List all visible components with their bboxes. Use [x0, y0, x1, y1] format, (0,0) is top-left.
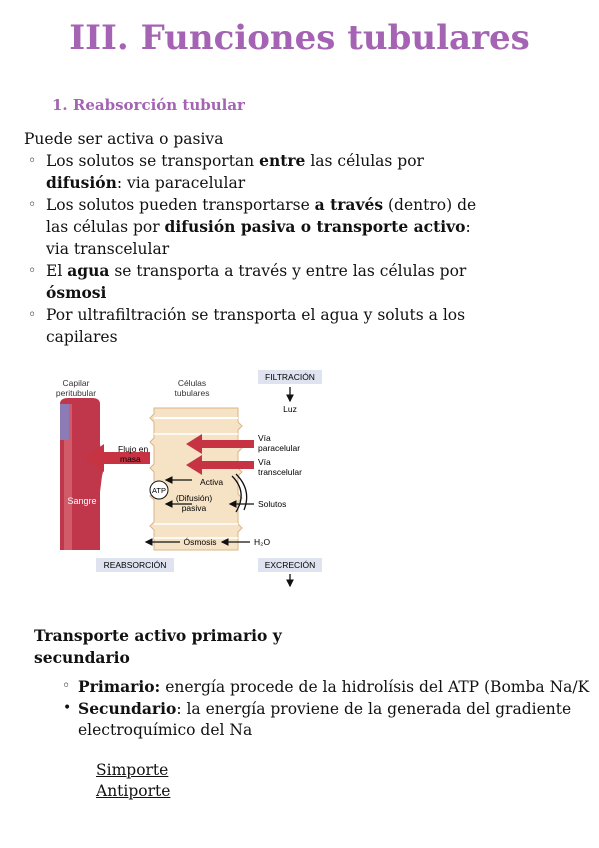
solutos-label: Solutos — [258, 499, 287, 509]
difusion-label: (Difusión) pasiva — [175, 493, 213, 513]
section-heading-transporte: Transporte activo primario y secundario — [34, 626, 282, 667]
h2o-label: H₂O — [254, 537, 271, 547]
reabsorcion-bullet-list — [24, 150, 494, 348]
tubular-cells — [150, 408, 242, 550]
tubular-transport-diagram — [54, 364, 336, 588]
sub-item-antiporte: Antiporte — [96, 782, 171, 800]
item-label: Secundario — [78, 699, 177, 718]
osmosis-label: Ósmosis — [183, 537, 217, 547]
filtracion-label: FILTRACIÓN — [265, 372, 315, 382]
bullet-item: ◦ El agua se transporta a través y entre las células por ósmosi — [24, 260, 494, 304]
section-heading-reabsorcion: 1. Reabsorción tubular — [52, 96, 245, 114]
bullet-item: ◦ Por ultrafiltración se transporta el agua y soluts a los capilares — [24, 304, 494, 348]
sub-item-simporte: Simporte — [96, 761, 169, 779]
celulas-label: Células tubulares — [174, 378, 210, 398]
page-title: III. Funciones tubulares — [69, 18, 530, 58]
via-transcelular-label: Vía transcelular — [258, 457, 302, 477]
bullet-item: ◦ Los solutos pueden transportarse a través (dentro) de las células por difusión pasiva o transporte activo: via transcelular — [24, 194, 494, 260]
bullet-item: ◦ Los solutos se transportan entre las células por difusión: via paracelular — [24, 150, 494, 194]
excrecion-label: EXCRECIÓN — [264, 560, 316, 570]
capilar-label: Capilar peritubular — [55, 378, 97, 398]
transporte-list — [62, 676, 592, 741]
via-paracelular-label: Vía paracelular — [258, 433, 301, 453]
luz-label: Luz — [283, 404, 297, 414]
reabsorcion-label: REABSORCIÓN — [103, 560, 167, 570]
intro-text: Puede ser activa o pasiva — [24, 130, 224, 148]
atp-label: ATP — [151, 486, 167, 495]
activa-label: Activa — [200, 477, 224, 487]
item-text: : la energía proviene de la generada del gradiente electroquímico del Na — [78, 700, 572, 739]
list-item-primario — [62, 676, 592, 698]
sangre-label: Sangre — [67, 496, 97, 506]
vessel-wall-icon — [60, 404, 69, 440]
flujo-label: Flujo en masa — [118, 444, 149, 464]
item-text: energía procede de la hidrolísis del ATP (Bomba Na/K — [160, 678, 590, 696]
item-label: Primario: — [78, 677, 161, 696]
list-item-secundario — [62, 698, 592, 741]
